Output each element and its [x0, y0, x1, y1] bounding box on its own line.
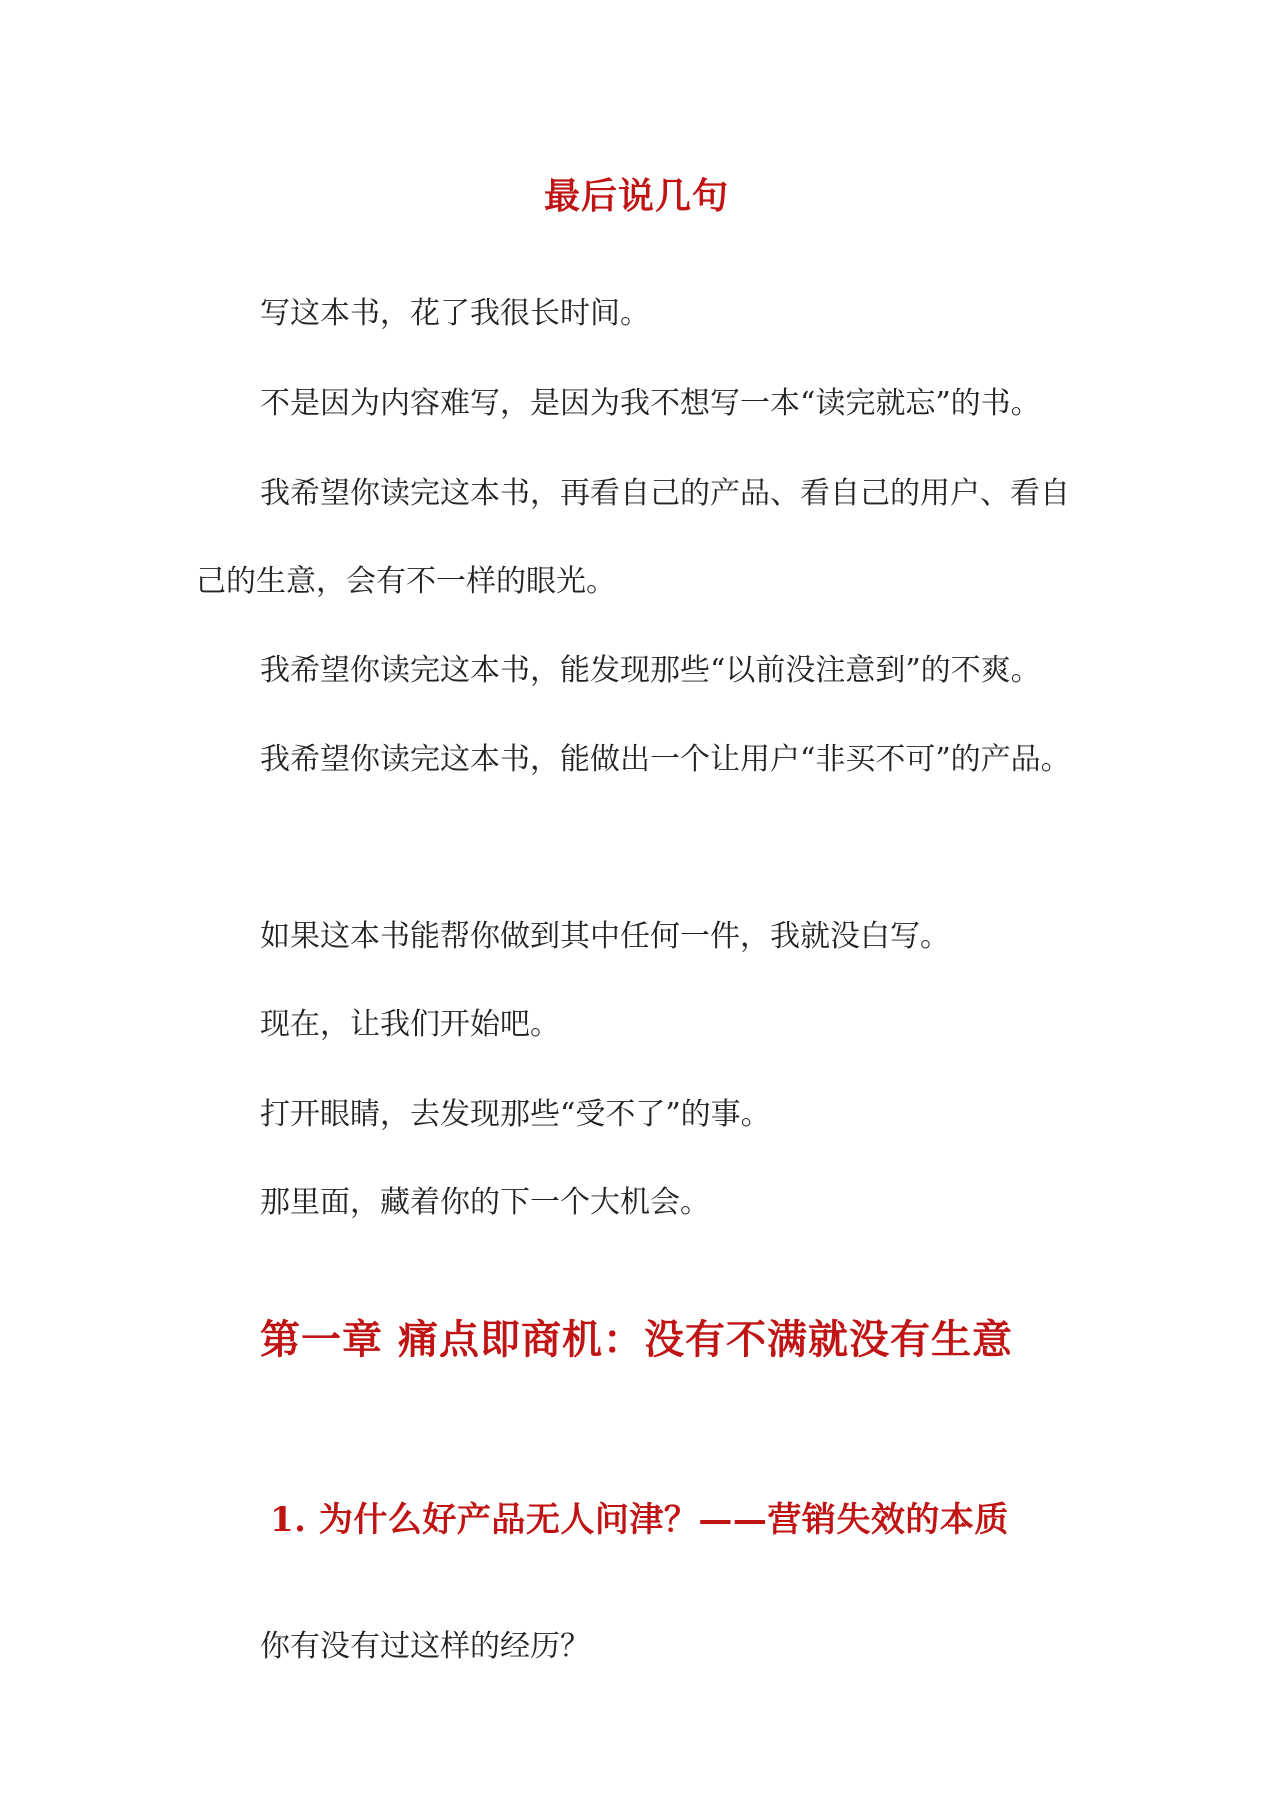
- paragraph-7: 现在，让我们开始吧。: [260, 1007, 560, 1042]
- paragraph-6: 如果这本书能帮你做到其中任何一件，我就没白写。: [260, 919, 950, 954]
- paragraph-4: 我希望你读完这本书，能发现那些“以前没注意到”的不爽。: [260, 653, 1041, 688]
- paragraph-2: 不是因为内容难写，是因为我不想写一本“读完就忘”的书。: [260, 386, 1041, 421]
- paragraph-9: 那里面，藏着你的下一个大机会。: [260, 1185, 710, 1220]
- section-title: 最后说几句: [543, 175, 729, 217]
- paragraph-3: 我希望你读完这本书，再看自己的产品、看自己的用户、看自己的生意，会有不一样的眼光。: [196, 476, 1070, 599]
- chapter-title: 第一章 痛点即商机：没有不满就没有生意: [260, 1316, 1013, 1363]
- final-paragraph: 你有没有过这样的经历？: [260, 1629, 590, 1664]
- paragraph-5: 我希望你读完这本书，能做出一个让用户“非买不可”的产品。: [260, 742, 1071, 777]
- subsection-title: 1. 为什么好产品无人问津？——营销失效的本质: [270, 1500, 1009, 1540]
- paragraph-8: 打开眼睛，去发现那些“受不了”的事。: [260, 1097, 771, 1132]
- paragraph-1: 写这本书，花了我很长时间。: [260, 296, 650, 331]
